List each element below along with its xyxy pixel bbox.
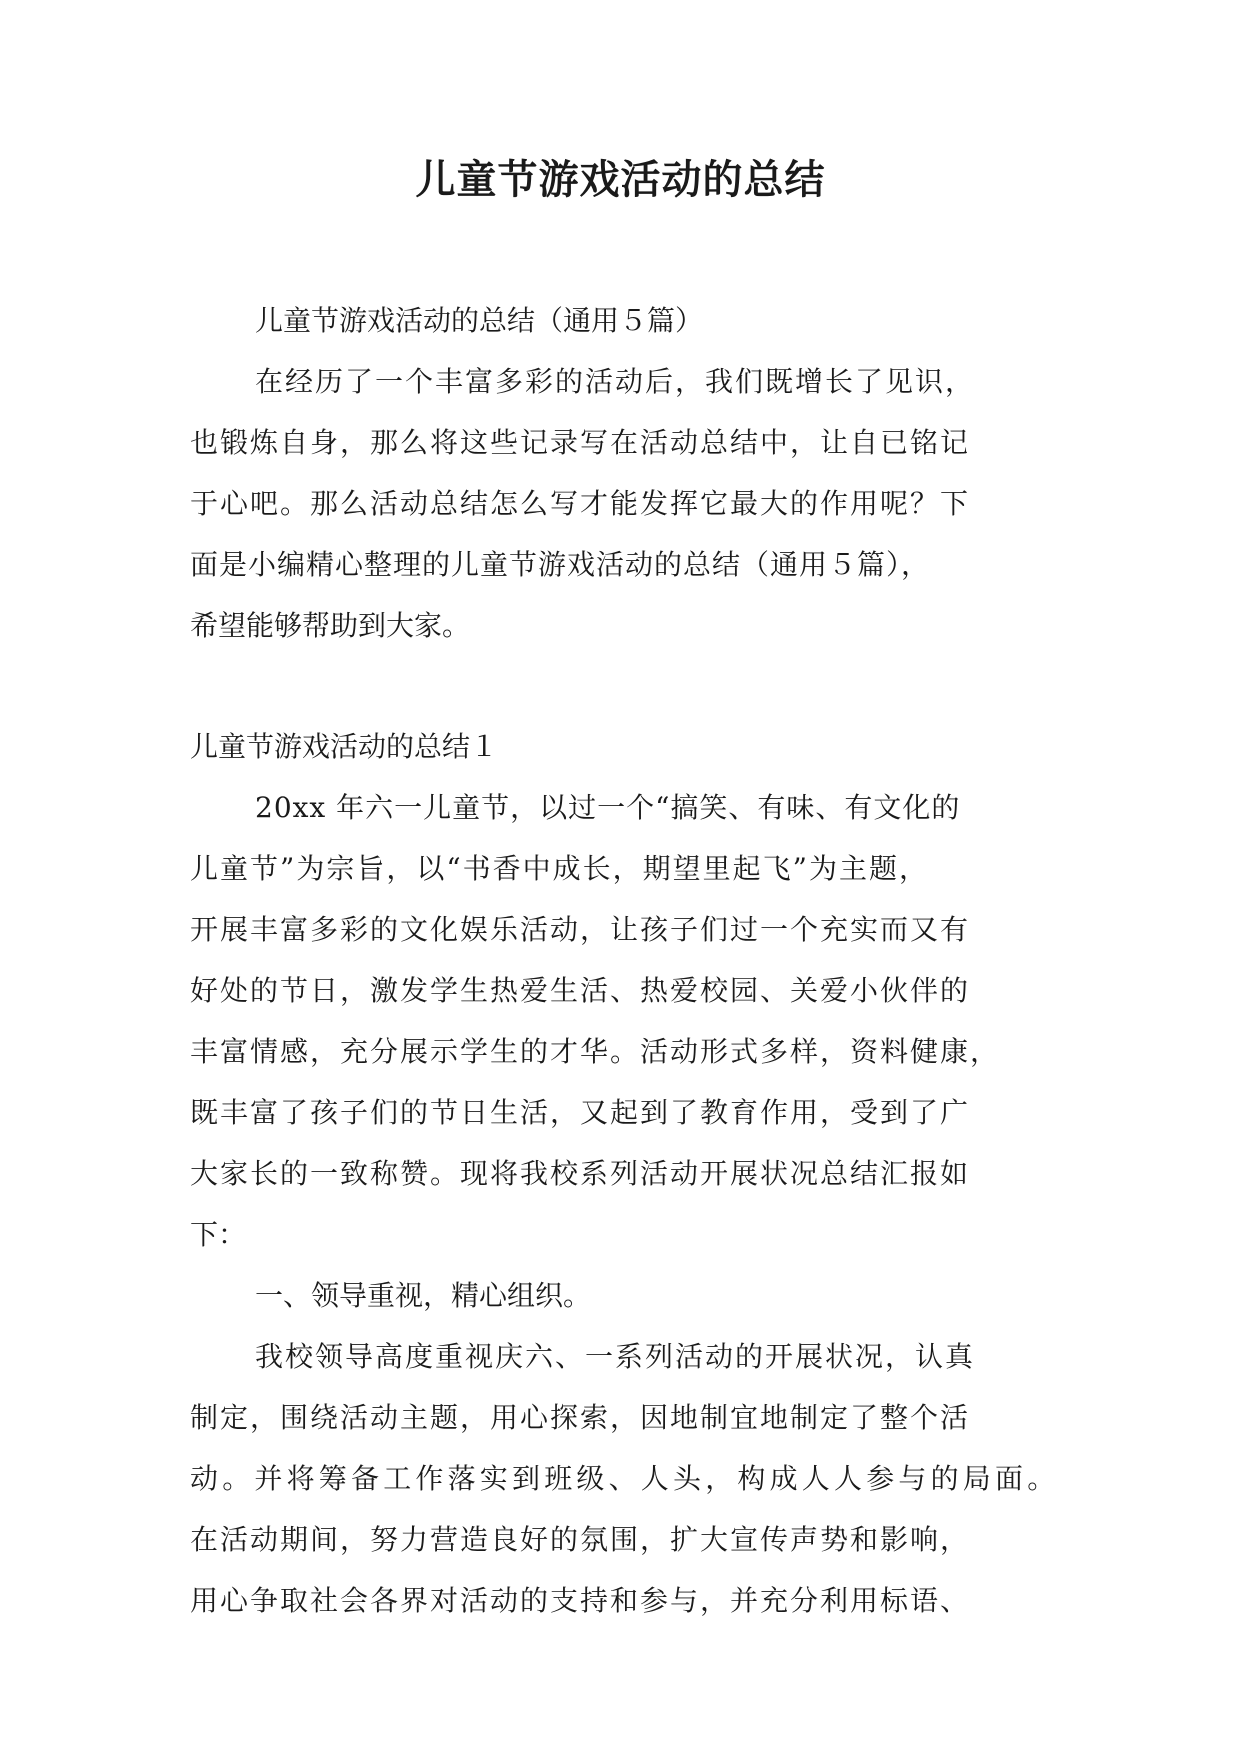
section1-para1-line: 20xx 年六一儿童节，以过一个“搞笑、有味、有文化的 <box>255 791 961 824</box>
section1-para1-line: 儿童节”为宗旨，以“书香中成长，期望里起飞”为主题， <box>190 852 929 885</box>
section1-para1-line: 下： <box>190 1218 247 1251</box>
section1-para2-line: 用心争取社会各界对活动的支持和参与，并充分利用标语、 <box>190 1584 971 1617</box>
section1-para1-line: 丰富情感，充分展示学生的才华。活动形式多样，资料健康， <box>190 1035 1001 1068</box>
section1-para1-line: 好处的节日，激发学生热爱生活、热爱校园、关爱小伙伴的 <box>190 974 971 1007</box>
intro-line: 也锻炼自身，那么将这些记录写在活动总结中，让自已铭记 <box>190 426 971 459</box>
section1-para1-line: 开展丰富多彩的文化娱乐活动，让孩子们过一个充实而又有 <box>190 913 971 946</box>
intro-line: 希望能够帮助到大家。 <box>190 609 471 642</box>
section-spacer <box>190 656 1060 716</box>
section1-para2-line: 在活动期间，努力营造良好的氛围，扩大宣传声势和影响， <box>190 1523 971 1556</box>
section1-heading: 儿童节游戏活动的总结１ <box>190 730 499 763</box>
intro-subtitle: 儿童节游戏活动的总结（通用５篇） <box>255 304 704 337</box>
document-title: 儿童节游戏活动的总结 <box>415 157 826 203</box>
intro-line: 面是小编精心整理的儿童节游戏活动的总结（通用５篇）， <box>190 548 931 581</box>
section1-para1-line: 既丰富了孩子们的节日生活，又起到了教育作用，受到了广 <box>190 1096 971 1129</box>
section1-para1-line: 大家长的一致称赞。现将我校系列活动开展状况总结汇报如 <box>190 1157 971 1190</box>
section1-para2-line: 动。并将筹备工作落实到班级、人头，构成人人参与的局面。 <box>190 1462 1060 1495</box>
section1-subheading: 一、领导重视，精心组织。 <box>255 1279 592 1312</box>
intro-line: 于心吧。那么活动总结怎么写才能发挥它最大的作用呢？下 <box>190 487 971 520</box>
document-body <box>190 290 1060 1631</box>
section1-para2-line: 制定，围绕活动主题，用心探索，因地制宜地制定了整个活 <box>190 1401 971 1434</box>
section1-para2-line: 我校领导高度重视庆六、一系列活动的开展状况，认真 <box>255 1340 976 1373</box>
intro-line: 在经历了一个丰富多彩的活动后，我们既增长了见识， <box>255 365 976 398</box>
